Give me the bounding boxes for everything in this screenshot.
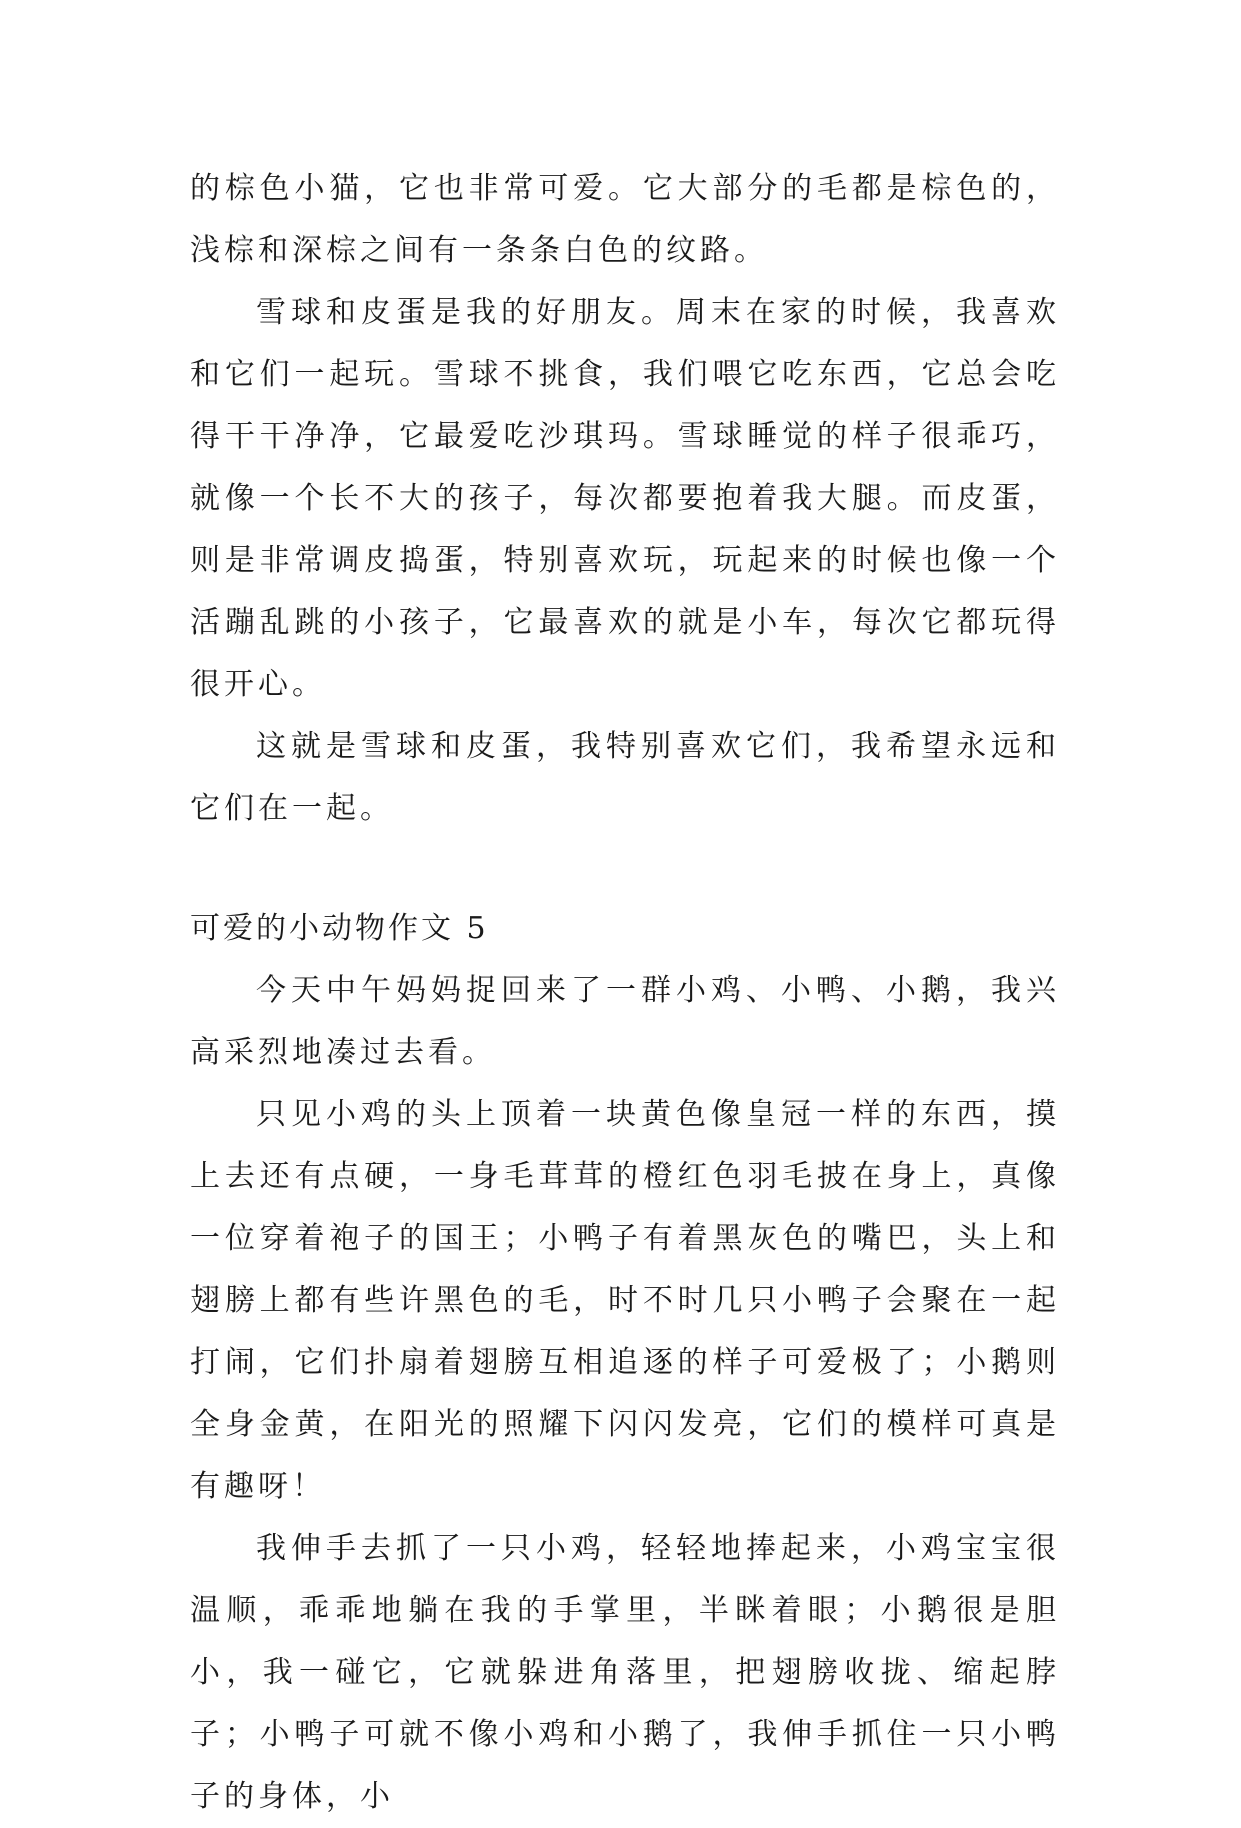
document-body — [190, 158, 1060, 1828]
paragraph: 我伸手去抓了一只小鸡，轻轻地捧起来，小鸡宝宝很温顺，乖乖地躺在我的手掌里，半眯着眼；小鹅很是胆小，我一碰它，它就躲进角落里，把翅膀收拢、缩起脖子；小鸭子可就不像小鸡和小鹅了，我伸手抓住一只小鸭子的身体，小 — [190, 1531, 1060, 1814]
paragraph-continued: 的棕色小猫，它也非常可爱。它大部分的毛都是棕色的，浅棕和深棕之间有一条条白色的纹路。 — [190, 171, 1060, 268]
paragraph: 这就是雪球和皮蛋，我特别喜欢它们，我希望永远和它们在一起。 — [190, 729, 1060, 826]
paragraph: 只见小鸡的头上顶着一块黄色像皇冠一样的东西，摸上去还有点硬，一身毛茸茸的橙红色羽毛披在身上，真像一位穿着袍子的国王；小鸭子有着黑灰色的嘴巴，头上和翅膀上都有些许黑色的毛，时不时几只小鸭子会聚在一起打闹，它们扑扇着翅膀互相追逐的样子可爱极了；小鹅则全身金黄，在阳光的照耀下闪闪发亮，它们的模样可真是有趣呀！ — [190, 1097, 1060, 1504]
paragraph: 今天中午妈妈捉回来了一群小鸡、小鸭、小鹅，我兴高采烈地凑过去看。 — [190, 973, 1060, 1070]
paragraph: 雪球和皮蛋是我的好朋友。周末在家的时候，我喜欢和它们一起玩。雪球不挑食，我们喂它吃东西，它总会吃得干干净净，它最爱吃沙琪玛。雪球睡觉的样子很乖巧，就像一个长不大的孩子，每次都要抱着我大腿。而皮蛋，则是非常调皮捣蛋，特别喜欢玩，玩起来的时候也像一个活蹦乱跳的小孩子，它最喜欢的就是小车，每次它都玩得很开心。 — [190, 295, 1060, 702]
section-title: 可爱的小动物作文 5 — [190, 911, 489, 946]
